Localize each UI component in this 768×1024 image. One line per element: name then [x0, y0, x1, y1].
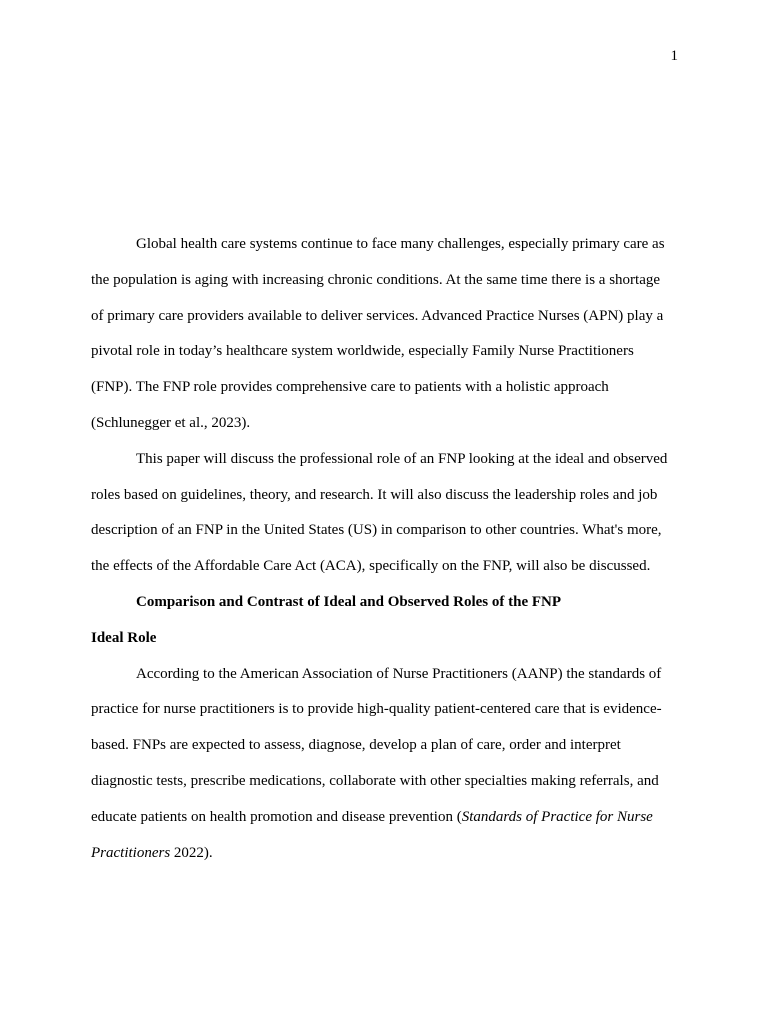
ideal-role-paragraph — [91, 657, 675, 872]
ideal-role-text: According to the American Association of Nurse Practitioners (AANP) the standards of practice for nurse practitioners is to provide high-quality patient-centered care that is evidence-based. FNPs are expected to assess, diagnose, develop a plan of care, order and interpret diagnostic tests, prescribe medications, collaborate with other specialties making referrals, and educate patients on health promotion and disease prevention ( — [91, 665, 662, 825]
citation-title: Standards of Practice for Nurse Practitioners — [91, 808, 653, 861]
section-heading: Comparison and Contrast of Ideal and Observed Roles of the FNP — [136, 593, 562, 610]
purpose-paragraph: This paper will discuss the professional role of an FNP looking at the ideal and observed roles based on guidelines, theory, and research. It will also discuss the leadership roles and job description of an FNP in the United States (US) in comparison to other countries. What's more, the effects of the Affordable Care Act (ACA), specifically on the FNP, will also be discussed. — [91, 450, 668, 575]
citation-year: 2022). — [170, 844, 213, 861]
subsection-heading: Ideal Role — [91, 629, 157, 646]
intro-paragraph: Global health care systems continue to face many challenges, especially primary care as the population is aging with increasing chronic conditions. At the same time there is a shortage of primary care providers available to deliver services. Advanced Practice Nurses (APN) play a pivotal role in today’s healthcare system worldwide, especially Family Nurse Practitioners (FNP). The FNP role provides comprehensive care to patients with a holistic approach (Schlunegger et al., 2023). — [91, 236, 665, 431]
page-number: 1 — [670, 48, 678, 64]
document-body — [91, 227, 675, 871]
